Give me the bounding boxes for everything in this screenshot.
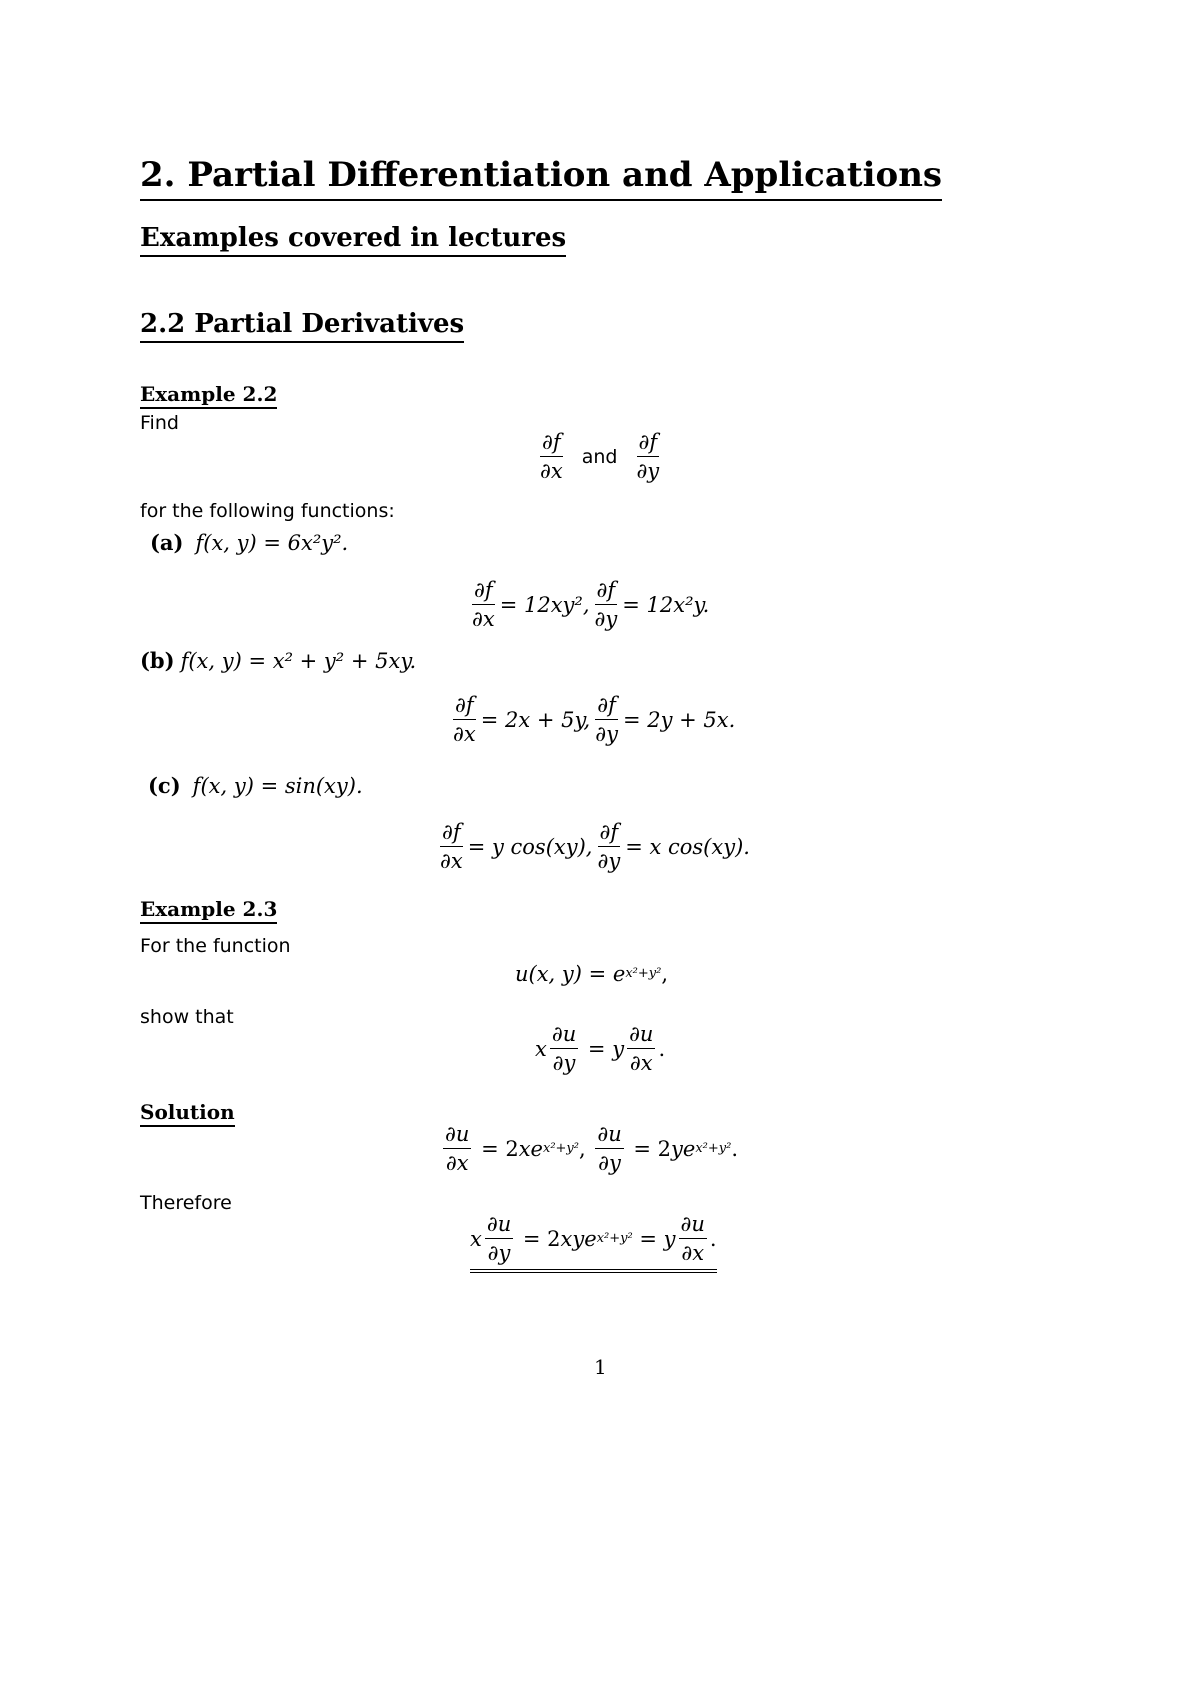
result-c [435, 820, 750, 873]
and-word: and [581, 445, 618, 468]
part-c-function: f(x, y) = sin(xy). [192, 773, 363, 798]
part-a [150, 530, 348, 555]
result-c-part2: = x cos(xy). [625, 834, 750, 859]
du-dx-fraction: $\frac{\partial u}{\partial x}$ [680, 1212, 705, 1266]
therefore-text: Therefore [140, 1192, 232, 1214]
partial-derivatives-display [535, 430, 664, 483]
page-number: 1 [594, 1355, 607, 1379]
example-2-3-heading: Example 2.3 [140, 897, 277, 924]
result-b-part2: = 2y + 5x. [622, 707, 736, 732]
subtitle: Examples covered in lectures [140, 223, 566, 257]
identity-to-show: x $\frac{\partial u}{\partial y}$ = y $\frac{\partial u}{\partial x}$ . [535, 1022, 666, 1076]
df-dy-fraction: $\frac{\partial f}{\partial y}$ [595, 693, 618, 747]
solution-derivatives: $\frac{\partial u}{\partial x}$ = 2 xe x²+y² , $\frac{\partial u}{\partial y}$ = 2 ye x²+y² . [445, 1122, 739, 1176]
final-result: x $\frac{\partial u}{\partial y}$ = 2 xye x²+y² = y $\frac{\partial u}{\partial x}$ . [470, 1212, 717, 1273]
chapter-title: 2. Partial Differentiation and Applications [140, 155, 942, 201]
df-dx-fraction: $\frac{\partial f}{\partial x}$ [472, 578, 495, 632]
df-dx-fraction: $\frac{\partial f}{\partial x}$ [440, 820, 463, 874]
part-a-function: f(x, y) = 6x²y². [195, 530, 349, 555]
df-dy-fraction: $\frac{\partial f}{\partial y}$ [636, 430, 660, 484]
function-u-end: , [661, 962, 669, 986]
df-dx-fraction: $\frac{\partial f}{\partial x}$ [540, 430, 563, 484]
result-b [448, 693, 735, 746]
result-a [467, 578, 709, 631]
du-dx-fraction: $\frac{\partial u}{\partial x}$ [445, 1122, 470, 1176]
solution-heading: Solution [140, 1100, 235, 1127]
du-dy-fraction: $\frac{\partial u}{\partial y}$ [551, 1022, 577, 1076]
function-u-base: u(x, y) = e [515, 962, 626, 986]
df-dx-fraction: $\frac{\partial f}{\partial x}$ [453, 693, 476, 747]
result-a-part1: = 12xy², [499, 592, 590, 617]
part-a-label: (a) [150, 530, 184, 555]
part-c-label: (c) [148, 773, 181, 798]
example-2-2-intro: Find [140, 412, 179, 434]
show-that-text: show that [140, 1006, 234, 1028]
du-dy-fraction: $\frac{\partial u}{\partial y}$ [597, 1122, 622, 1176]
example-2-2-after: for the following functions: [140, 500, 395, 522]
result-c-part1: = y cos(xy), [467, 834, 593, 859]
section-title: 2.2 Partial Derivatives [140, 309, 464, 343]
part-b [140, 648, 416, 673]
part-c [148, 773, 363, 798]
result-a-part2: = 12x²y. [622, 592, 710, 617]
part-b-label: (b) [140, 648, 175, 673]
example-2-3-intro: For the function [140, 935, 291, 957]
du-dy-fraction: $\frac{\partial u}{\partial y}$ [486, 1212, 512, 1266]
example-2-2-heading: Example 2.2 [140, 382, 277, 409]
result-b-part1: = 2x + 5y, [480, 707, 591, 732]
du-dx-fraction: $\frac{\partial u}{\partial x}$ [629, 1022, 654, 1076]
part-b-function: f(x, y) = x² + y² + 5xy. [180, 648, 417, 673]
function-u-exponent: x²+y² [625, 966, 662, 981]
df-dy-fraction: $\frac{\partial f}{\partial y}$ [594, 578, 618, 632]
function-u [515, 962, 668, 986]
df-dy-fraction: $\frac{\partial f}{\partial y}$ [597, 820, 621, 874]
